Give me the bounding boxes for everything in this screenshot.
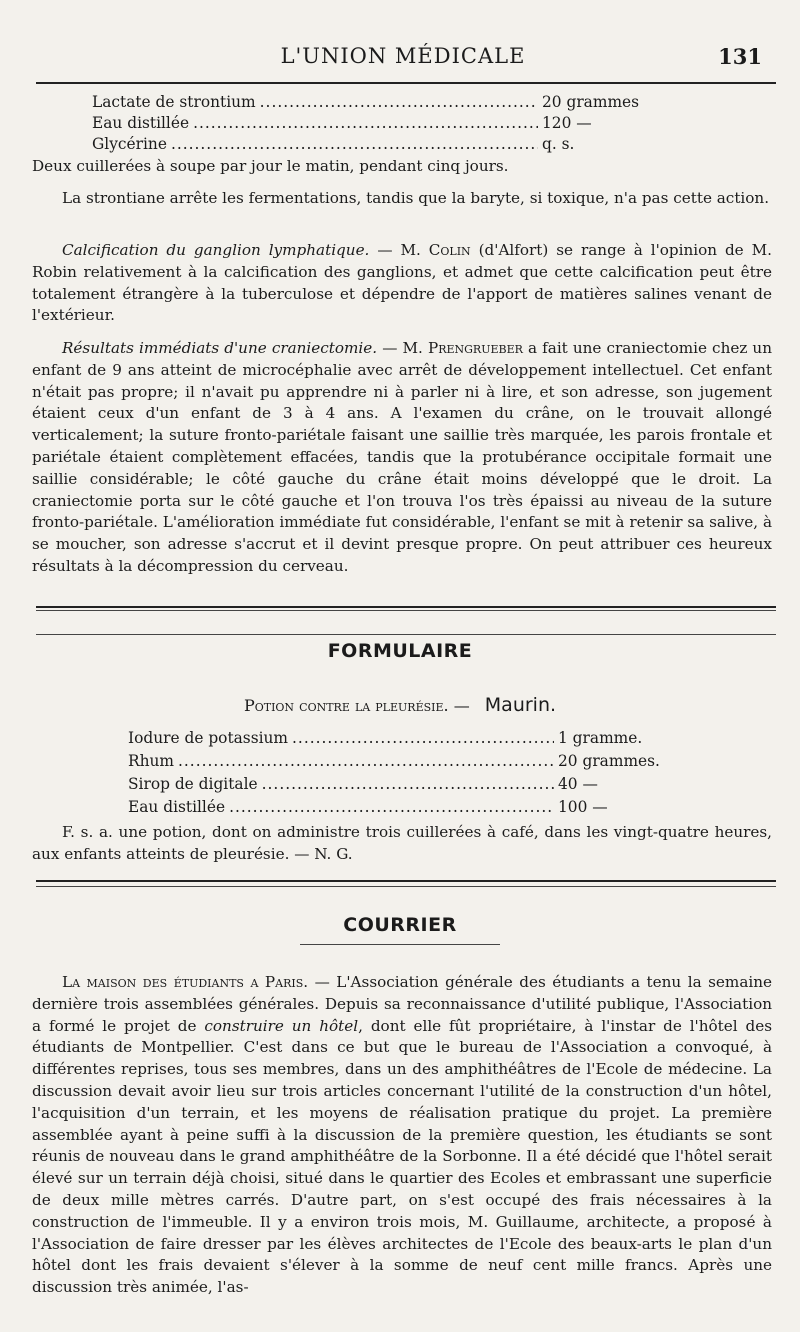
section-heading: Calcification du ganglion lymphatique. <box>62 241 370 259</box>
paragraph-craniectomie: Résultats immédiats d'une craniectomie. — M. Prengrueber a fait une craniectomie chez un enfant de 9 ans atteint de microcéphalie avec arrêt de développement intellectuel. Cet enfant n'était pas propre; il n'avait pu apprendre ni à parler ni à lire, et son adresse, son jugement étaient ceux d'un enfant de 3 à 4 ans. A l'examen du crâne, on le trouvait allongé verticalement; la suture fronto-pariétale faisant une saillie très marquée, les parois frontale et pariétale étaient complètement effacées, tandis que la protubérance occipitale formait une saillie considérable; le côté gauche du crâne était moins développé que le droit. La craniectomie porta sur le côté gauche et l'on trouva l'os très épaissi au niveau de la suture fronto-pariétale. L'amélioration immédiate fut considérable, l'enfant se mit à retenir sa salive, à se moucher, son adresse s'accrut et il devint presque propre. On peut attribuer ces heureux résultats à la décompression du cerveau. <box>32 339 772 575</box>
recipe-potion <box>128 727 668 819</box>
author-name: Prengrueber <box>427 339 523 357</box>
recipe-note: Deux cuillerées à soupe par jour le matin, pendant cinq jours. <box>32 157 509 175</box>
recipe-line: Sirop de digitale ..... 40 — <box>128 773 668 796</box>
recipe-line: Glycérine ..... q. s. <box>92 134 652 155</box>
paragraph-strontiane: La strontiane arrête les fermentations, tandis que la baryte, si toxique, n'a pas cette action. <box>62 189 770 207</box>
section-rule <box>36 886 776 887</box>
title-underline <box>300 944 500 945</box>
recipe-line: Iodure de potassium ..... 1 gramme. <box>128 727 668 750</box>
formulaire-title: FORMULAIRE <box>327 640 473 662</box>
author-name: Colin <box>428 241 471 259</box>
potion-note: F. s. a. une potion, dont on administre trois cuillerées à café, dans les vingt-quatre heures, aux enfants atteints de pleurésie. — N. G. <box>32 823 772 863</box>
article-lead: La maison des étudiants a Paris. <box>62 973 309 991</box>
section-heading: Résultats immédiats d'une craniectomie. <box>62 339 378 357</box>
potion-heading: Potion contre la pleurésie. — Maurin. <box>243 694 557 716</box>
running-title: L'UNION MÉDICALE <box>280 44 526 68</box>
recipe-line: Rhum ..... 20 grammes. <box>128 750 668 773</box>
recipe-strontium <box>92 92 652 155</box>
paragraph-maison-etudiants: La maison des étudiants a Paris. — L'Association générale des étudiants a tenu la semaine dernière trois assemblées générales. Depuis sa reconnaissance d'utilité publique, l'Association a formé le projet de construire un hôtel, dont elle fût propriétaire, à l'instar de l'hôtel des étudiants de Montpellier. C'est dans ce but que le bureau de l'Association a convoqué, à différentes reprises, tous ses membres, dans un des amphithéâtres de l'Ecole de médecine. La discussion devait avoir lieu sur trois articles concernant l'utilité de la construction d'un hôtel, l'acquisition d'un terrain, et les moyens de réalisation pratique du projet. La première assemblée ayant à peine suffi à la discussion de la première question, les étudiants se sont réunis de nouveau dans le grand amphithéâtre de la Sorbonne. Il a été décidé que l'hôtel serait élevé sur un terrain déjà choisi, situé dans le quartier des Ecoles et embrassant une superficie de deux mille mètres carrés. D'autre part, on s'est occupé des frais nécessaires à la construction de l'immeuble. Il y a environ trois mois, M. Guillaume, architecte, a proposé à l'Association de faire dresser par les élèves architectes de l'Ecole des beaux-arts le plan d'un hôtel dont les frais devaient s'élever à la somme de neuf cent mille francs. Après une discussion très animée, l'as- <box>32 973 772 1297</box>
paragraph-calcification: Calcification du ganglion lymphatique. — M. Colin (d'Alfort) se range à l'opinion de M. Robin relativement à la calcification des ganglions, et admet que cette calcification peut être totalement étrangère à la tuberculose et dépendre de l'apport de matières salines venant de l'extérieur. <box>32 241 772 325</box>
section-rule <box>36 610 776 611</box>
recipe-line: Lactate de strontium ..... 20 grammes <box>92 92 652 113</box>
title-rule <box>36 634 776 635</box>
section-rule <box>36 880 776 882</box>
header-rule <box>36 82 776 84</box>
recipe-line: Eau distillée ..... 100 — <box>128 796 668 819</box>
potion-author: Maurin. <box>484 694 557 716</box>
page-number: 131 <box>718 44 762 69</box>
page-header <box>36 40 770 80</box>
recipe-line: Eau distillée ..... 120 — <box>92 113 652 134</box>
courrier-title: COURRIER <box>343 914 457 936</box>
section-rule <box>36 606 776 608</box>
